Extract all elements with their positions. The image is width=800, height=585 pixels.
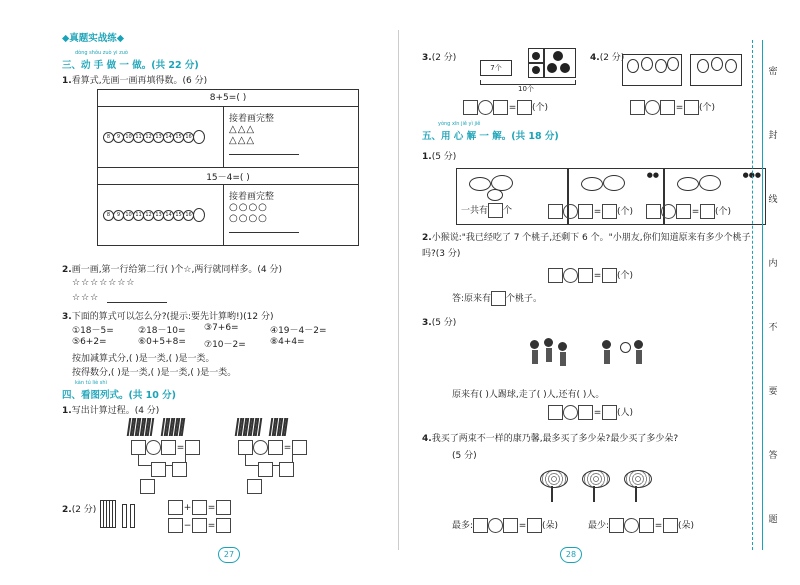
fruit-icon — [581, 177, 603, 191]
seal-char: 答 — [768, 451, 778, 461]
eq-a: 8+5=( ) — [98, 90, 359, 107]
r-q4-answer-row: = (个) — [630, 100, 715, 115]
seal-char: 题 — [768, 515, 778, 525]
q3-item-1: ①18－5= — [72, 326, 114, 336]
seal-char: 线 — [768, 195, 778, 205]
seal-char: 内 — [768, 259, 778, 269]
sub-boxes-b — [258, 462, 294, 477]
fruit-icon — [699, 175, 721, 191]
caterpillar-b: 8 9 10 11 12 13 14 15 16 — [98, 208, 223, 222]
q1-heading: 1.看算式,先画一画再填得数。(6 分) — [62, 76, 208, 86]
draw-b-cell — [224, 185, 359, 246]
apple-group-icon — [544, 48, 576, 78]
balloon-icon — [725, 59, 737, 73]
result-box-b — [247, 479, 262, 494]
kids-leaving-icon — [598, 338, 648, 368]
fruit-eq-2: = (个) — [548, 204, 633, 219]
s5-q4-points: (5 分) — [452, 451, 477, 461]
stars-row2: ☆☆☆ — [72, 293, 100, 303]
calc-row-b: = — [238, 440, 307, 455]
page-number-left: 27 — [218, 547, 240, 563]
s5-q3-eq: = (人) — [548, 405, 633, 420]
s5-q3-sentence: 原来有( )人踢球,走了( )人,还有( )人。 — [452, 390, 605, 400]
q3-item-3: ③7+6= — [204, 323, 239, 333]
q3-line1: 按加减算式分,( )是一类,( )是一类。 — [72, 354, 215, 364]
s4-q2-heading: 2.(2 分) — [62, 505, 97, 515]
stick-bundle-icon — [100, 500, 116, 528]
result-box-a — [140, 479, 155, 494]
circles-b2: ○○○○ — [229, 213, 268, 224]
answer-line-a[interactable] — [229, 154, 299, 155]
fruit-eq-3: = (个) — [646, 204, 731, 219]
note-a: 接着画完整 — [229, 114, 275, 124]
s4-q1-heading: 1.写出计算过程。(4 分) — [62, 406, 160, 416]
r-q4-heading: 4.(2 分) — [590, 53, 625, 63]
balloon-icon — [641, 57, 653, 71]
q3-item-5: ⑤6+2= — [72, 337, 107, 347]
answer-line-b[interactable] — [229, 232, 299, 233]
most-eq: 最多: = (朵) — [452, 518, 558, 533]
bracket-label: 10个 — [518, 85, 534, 93]
q1-table — [97, 89, 359, 246]
fruit-icon — [487, 189, 503, 201]
fruit-icon — [677, 177, 699, 191]
least-eq: 最少: = (朵) — [588, 518, 694, 533]
r-q3-answer-row: = (个) — [463, 100, 548, 115]
balloon-icon — [697, 59, 709, 73]
q3-item-8: ⑧4+4= — [270, 337, 305, 347]
q3-item-7: ⑦10－2= — [204, 340, 246, 350]
flower-bunch-icon — [580, 470, 610, 504]
fruit-panel-2: ●● — [568, 168, 664, 225]
q3-heading: 3.下面的算式可以怎么分?(提示:要先计算哟!)(12 分) — [62, 312, 274, 322]
subtraction-row: − = — [168, 518, 231, 533]
stars-answer-line[interactable] — [107, 302, 167, 303]
section5-pinyin: yòng xīn jiě yì jiě — [438, 121, 481, 127]
seal-line-solid — [762, 40, 763, 550]
q3-item-4: ④19－4－2= — [270, 326, 327, 336]
fruit-icon — [469, 177, 491, 191]
note-b: 接着画完整 — [229, 192, 275, 202]
page-divider — [398, 30, 399, 550]
section4-title: 四、看图列式。(共 10 分) — [62, 390, 177, 401]
sub-boxes-a — [151, 462, 187, 477]
balloon-box-a — [622, 54, 682, 86]
s5-q2-eq: = (个) — [548, 268, 633, 283]
single-stick-icon — [130, 504, 135, 528]
draw-a-cell — [224, 107, 359, 168]
addition-row: + = — [168, 500, 231, 515]
fruit-icon — [603, 175, 625, 191]
s5-q4-heading: 4.我买了两束不一样的康乃馨,最多买了多少朵?最少买了多少朵? — [422, 434, 679, 444]
s5-q2-answer: 答:原来有 个桃子。 — [452, 291, 542, 306]
balloon-box-b — [690, 54, 742, 86]
seal-char: 不 — [768, 323, 778, 333]
s5-q1-heading: 1.(5 分) — [422, 152, 457, 162]
sticks-group-b — [236, 418, 287, 436]
caterpillar-a: 8 9 10 11 12 13 14 15 16 — [98, 130, 223, 144]
circles-b1: ○○○○ — [229, 202, 268, 213]
flower-bunch-icon — [538, 470, 568, 504]
seal-char: 要 — [768, 387, 778, 397]
caterpillar-head-icon — [193, 130, 205, 144]
balloon-icon — [655, 59, 667, 73]
kids-playing-icon — [528, 338, 574, 368]
seal-line — [752, 40, 754, 550]
q3-line2: 按得数分,( )是一类,( )是一类,( )是一类。 — [72, 368, 237, 378]
banner: ◆真题实战练◆ — [62, 33, 125, 44]
section3-title: 三、动 手 做 一 做。(共 22 分) — [62, 60, 199, 71]
r-q3-heading: 3.(2 分) — [422, 53, 457, 63]
page-number-right: 28 — [560, 547, 582, 563]
caterpillar-a-cell — [98, 107, 224, 168]
apple-tile-icon — [528, 62, 544, 78]
eq-b: 15－4=( ) — [98, 168, 359, 185]
caterpillar-head-icon — [193, 208, 205, 222]
caterpillar-b-cell — [98, 185, 224, 246]
section4-pinyin: kàn tú liè shì — [75, 380, 107, 386]
q3-item-2: ②18－10= — [138, 326, 186, 336]
fruit-panel-3: ●●● — [664, 168, 766, 225]
stars-row1: ☆☆☆☆☆☆☆ — [72, 278, 136, 288]
seal-char: 封 — [768, 131, 778, 141]
single-stick-icon — [122, 504, 127, 528]
box-of-seven: 7个 — [480, 60, 512, 76]
section3-pinyin: dòng shǒu zuò yi zuò — [75, 50, 128, 56]
s5-q3-heading: 3.(5 分) — [422, 318, 457, 328]
triangles-a2: △△△ — [229, 135, 256, 146]
section5-title: 五、用 心 解 一 解。(共 18 分) — [422, 131, 559, 142]
q3-item-6: ⑥0+5+8= — [138, 337, 186, 347]
q2-heading: 2.画一画,第一行给第二行( )个☆,两行就同样多。(4 分) — [62, 265, 282, 275]
triangles-a1: △△△ — [229, 124, 256, 135]
balloon-icon — [711, 57, 723, 71]
s5-q2-text: 2.小猴说:"我已经吃了 7 个桃子,还剩下 6 个。"小朋友,你们知道原来有多少个桃子吗?(3 分) — [422, 233, 751, 259]
calc-row-a: = — [131, 440, 200, 455]
flower-bunch-icon — [622, 470, 652, 504]
seal-char: 密 — [768, 67, 778, 77]
sticks-group-a — [128, 418, 184, 436]
balloon-icon — [667, 57, 679, 71]
fruit-panel-1: 一共有 个 — [456, 168, 568, 225]
balloon-icon — [627, 59, 639, 73]
